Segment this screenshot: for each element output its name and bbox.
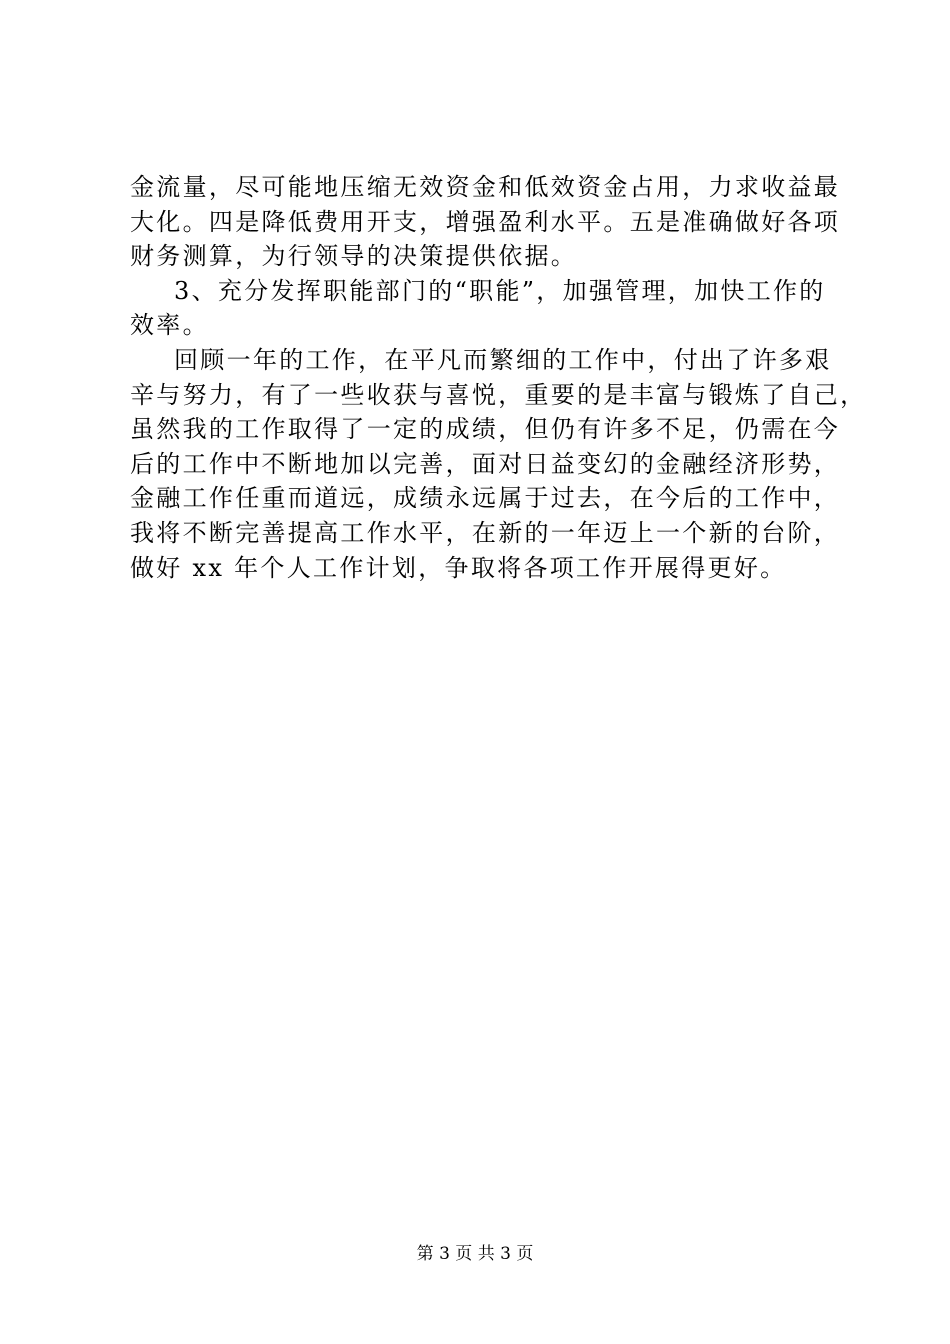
text-line: 效率。 — [130, 311, 209, 340]
text-line: 大化。四是降低费用开支，增强盈利水平。五是准确做好各项 — [130, 207, 841, 236]
text-line: 虽然我的工作取得了一定的成绩，但仍有许多不足，仍需在今 — [130, 415, 841, 444]
text-line: 后的工作中不断地加以完善，面对日益变幻的金融经济形势， — [130, 449, 841, 478]
text-line: 金融工作任重而道远，成绩永远属于过去，在今后的工作中， — [130, 484, 841, 513]
text-line: 我将不断完善提高工作水平，在新的一年迈上一个新的台阶， — [130, 518, 841, 547]
text-line: 金流量，尽可能地压缩无效资金和低效资金占用，力求收益最 — [130, 173, 841, 201]
text-line: 做好 xx 年个人工作计划，争取将各项工作开展得更好。 — [130, 553, 787, 582]
page-footer: 第 3 页 共 3 页 — [416, 1244, 534, 1264]
text-line: 回顾一年的工作，在平凡而繁细的工作中，付出了许多艰 — [174, 345, 832, 374]
text-line: 3、充分发挥职能部门的“职能”，加强管理，加快工作的 — [174, 276, 826, 305]
text-line: 辛与努力，有了一些收获与喜悦，重要的是丰富与锻炼了自己， — [130, 380, 867, 409]
text-line: 财务测算，为行领导的决策提供依据。 — [130, 242, 578, 271]
body-text — [130, 170, 867, 585]
